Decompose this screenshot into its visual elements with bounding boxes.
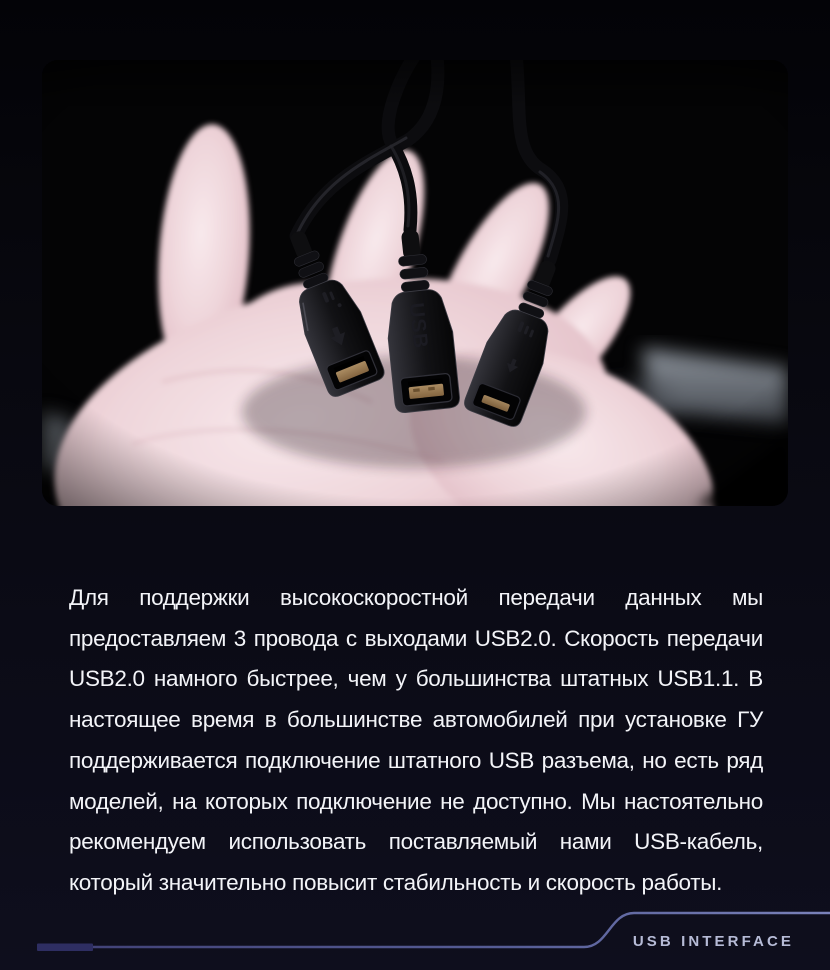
footer-decoration [0,900,830,970]
footer-label: USB INTERFACE [632,933,794,950]
product-photo [42,60,788,506]
vignette-overlay [42,60,788,506]
top-fade-overlay [42,60,788,106]
photo-illustration [42,60,788,506]
accent-tick [37,944,93,952]
description-paragraph: Для поддержки высокоскоростной передачи данных мы предоставляем 3 провода с выходами USB2.0. Скорость передачи USB2.0 намного быстрее, чем у большинства штатных USB1.1. В настоящее время в большинстве автомобилей при установке ГУ поддерживается подключение штатного USB разъема, но есть ряд моделей, на которых подключение не доступно. Мы настоятельно рекомендуем использовать поставляемый нами USB-кабель, который значительно повысит стабильность и скорость работы. [69,585,763,895]
